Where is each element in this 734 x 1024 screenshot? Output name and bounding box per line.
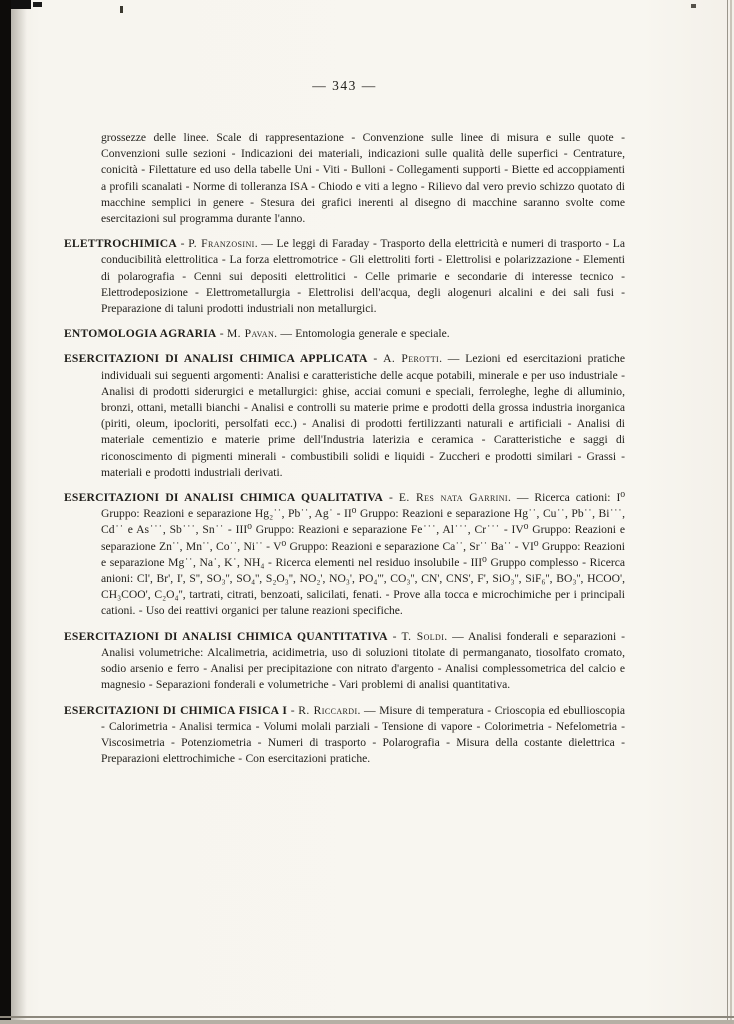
course-author: T. Soldi bbox=[401, 629, 445, 643]
scan-artifact-top-left bbox=[11, 0, 31, 9]
scan-edge-right bbox=[727, 0, 728, 1024]
em-dash-separator: . — bbox=[444, 629, 469, 643]
separator: - bbox=[387, 629, 402, 643]
continuation-paragraph bbox=[64, 130, 625, 227]
em-dash-separator: . — bbox=[274, 327, 296, 341]
scan-artifact-top bbox=[120, 6, 123, 13]
course-title: ESERCITAZIONI DI ANALISI CHIMICA QUANTITATIVA bbox=[64, 629, 388, 643]
scan-gutter-shadow bbox=[11, 0, 27, 1024]
course-entry bbox=[64, 236, 625, 317]
course-entry bbox=[64, 490, 625, 620]
scan-edge-bottom bbox=[0, 1016, 734, 1018]
scan-edge-bottom-2 bbox=[0, 1020, 734, 1024]
course-entry bbox=[64, 351, 625, 481]
scan-edge-right-2 bbox=[730, 0, 732, 1024]
course-title: ESERCITAZIONI DI CHIMICA FISICA I bbox=[64, 703, 288, 717]
course-author: A. Perotti bbox=[383, 352, 440, 366]
course-author: M. Pavan bbox=[226, 327, 275, 341]
course-entry bbox=[64, 326, 625, 342]
course-description: Entomologia generale e speciale. bbox=[295, 327, 450, 341]
course-title: ELETTROCHIMICA bbox=[64, 237, 177, 251]
separator: - bbox=[383, 491, 399, 505]
separator: - bbox=[367, 352, 384, 366]
course-description: Lezioni ed esercitazioni pratiche individuali sui seguenti argomenti: Analisi e caratteristiche delle acque potabili, minerale e per uso industriale - Analisi di prodotti siderurgici e metallurgici: ghise, acciai comuni e speciali, ferroleghe, leghe di alluminio, bronzi, ottani, metalli bianchi - Analisi e controlli su materie prime e prodotti della grossa industria inorganica (piriti, oleum, ipocloriti, persolfati ecc.) - Analisi di prodotti fertilizzanti naturali e artificiali - Analisi di materiale cementizio e materie prime dell'Industria laterizia e ceramica - Caratteristiche e saggi di riconoscimento di pigmenti minerali - combustibili solidi e liquidi - Zuccheri e prodotti similari - Grassi - materiali e prodotti industriali derivati. bbox=[101, 352, 625, 479]
separator: - bbox=[287, 703, 299, 717]
em-dash-separator: . — bbox=[254, 237, 277, 251]
course-description: Misure di temperatura - Crioscopia ed ebullioscopia - Calorimetria - Analisi termica - Volumi molali parziali - Tensione di vapore - Colorimetria - Nefelometria - Viscosimetria - Potenziometria - Numeri di trasporto - Polarografia - Misura della costante dielettrica - Preparazioni elettrochimiche - Con esercitazioni pratiche. bbox=[101, 703, 625, 766]
course-title: ESERCITAZIONI DI ANALISI CHIMICA QUALITATIVA bbox=[64, 491, 384, 505]
em-dash-separator: . — bbox=[357, 703, 380, 717]
course-author: P. Franzosini bbox=[188, 237, 255, 251]
course-entry bbox=[64, 629, 625, 694]
separator: - bbox=[216, 327, 227, 341]
course-author: E. Res nata Garrini bbox=[398, 491, 508, 505]
page-number: — 343 — bbox=[312, 78, 377, 93]
em-dash-separator: . — bbox=[507, 491, 535, 505]
course-title: ESERCITAZIONI DI ANALISI CHIMICA APPLICATA bbox=[64, 352, 368, 366]
course-author: R. Riccardi bbox=[298, 703, 358, 717]
separator: - bbox=[176, 237, 189, 251]
paragraph-text: grossezze delle linee. Scale di rappresentazione - Convenzione sulle linee di misura e sulle quote - Convenzioni sulle sezioni - Indicazioni dei materiali, indicazioni sulle qualità delle superfici - Centrature, conicità - Filettature ed uso della tabelle Uni - Viti - Bulloni - Collegamenti supporti - Biette ed accoppiamenti a profili scanalati - Norme di tolleranza ISA - Chiodo e viti a legno - Rilievo dal vero previo schizzo quotato di macchine semplici in genere - Stesura dei grafici inerenti al disegno di macchine saranno svolte come esercitazioni sul programma durante l'anno. bbox=[101, 131, 625, 226]
course-entry bbox=[64, 703, 625, 768]
course-description: Ricerca cationi: I⁰ Gruppo: Reazioni e separazione Hg₂˙˙, Pb˙˙, Ag˙ - II⁰ Gruppo: Reazioni e separazione Hg˙˙, Cu˙˙, Pb˙˙, Bi˙˙˙, Cd˙˙ e As˙˙˙, Sb˙˙˙, Sn˙˙ - III⁰ Gruppo: Reazioni e separazione Fe˙˙˙, Al˙˙˙, Cr˙˙˙ - IV⁰ Gruppo: Reazioni e separazione Zn˙˙, Mn˙˙, Co˙˙, Ni˙˙ - V⁰ Gruppo: Reazioni e separazione Ca˙˙, Sr˙˙ Ba˙˙ - VI⁰ Gruppo: Reazioni e separazione Mg˙˙, Na˙, K˙, NH₄ - Ricerca elementi nel residuo insolubile - III⁰ Gruppo complesso - Ricerca anioni: Cl', Br', I', S'', SO₃'', SO₄'', S₂O₃'', NO₂', NO₃', PO₄''', CO₃'', CN', CNS', F', SiO₃'', SiF₆'', BO₃'', HCOO', CH₃COO', C₂O₄'', tartrati, citrati, benzoati, salicilati, fenati. - Prove alla tocca e microchimiche per i principali cationi. - Uso dei reattivi organici per talune reazioni specifiche. bbox=[101, 491, 625, 618]
course-description: Le leggi di Faraday - Trasporto della elettricità e numeri di trasporto - La conducibilità elettrolitica - La forza elettromotrice - Gli elettroliti forti - Elettrolisi e polarizzazione - Elementi di polarografia - Cenni sui depositi elettrolitici - Celle primarie e secondarie di interesse tecnico - Elettrodeposizione - Elettrometallurgia - Elettrolisi dell'acqua, degli alogenuri alcalini e dei sali fusi - Preparazione di taluni prodotti industriali non metallurgici. bbox=[101, 237, 625, 316]
em-dash-separator: . — bbox=[439, 352, 466, 366]
course-description: Analisi fonderali e separazioni - Analisi volumetriche: Alcalimetria, acidimetria, uso di soluzioni titolate di permanganato, tiosolfato cromato, sodio arsenio e ferro - Analisi per precipitazione con nitrato d'argento - Analisi complessometrica del calcio e magnesio - Separazioni fonderali e volumetriche - Vari problemi di analisi quantitativa. bbox=[101, 629, 625, 692]
scan-artifact-top-right bbox=[691, 4, 696, 8]
scan-artifact-top-left-2 bbox=[33, 2, 42, 7]
scan-edge-left bbox=[0, 0, 11, 1024]
course-title: ENTOMOLOGIA AGRARIA bbox=[64, 327, 217, 341]
page-content bbox=[64, 78, 625, 776]
